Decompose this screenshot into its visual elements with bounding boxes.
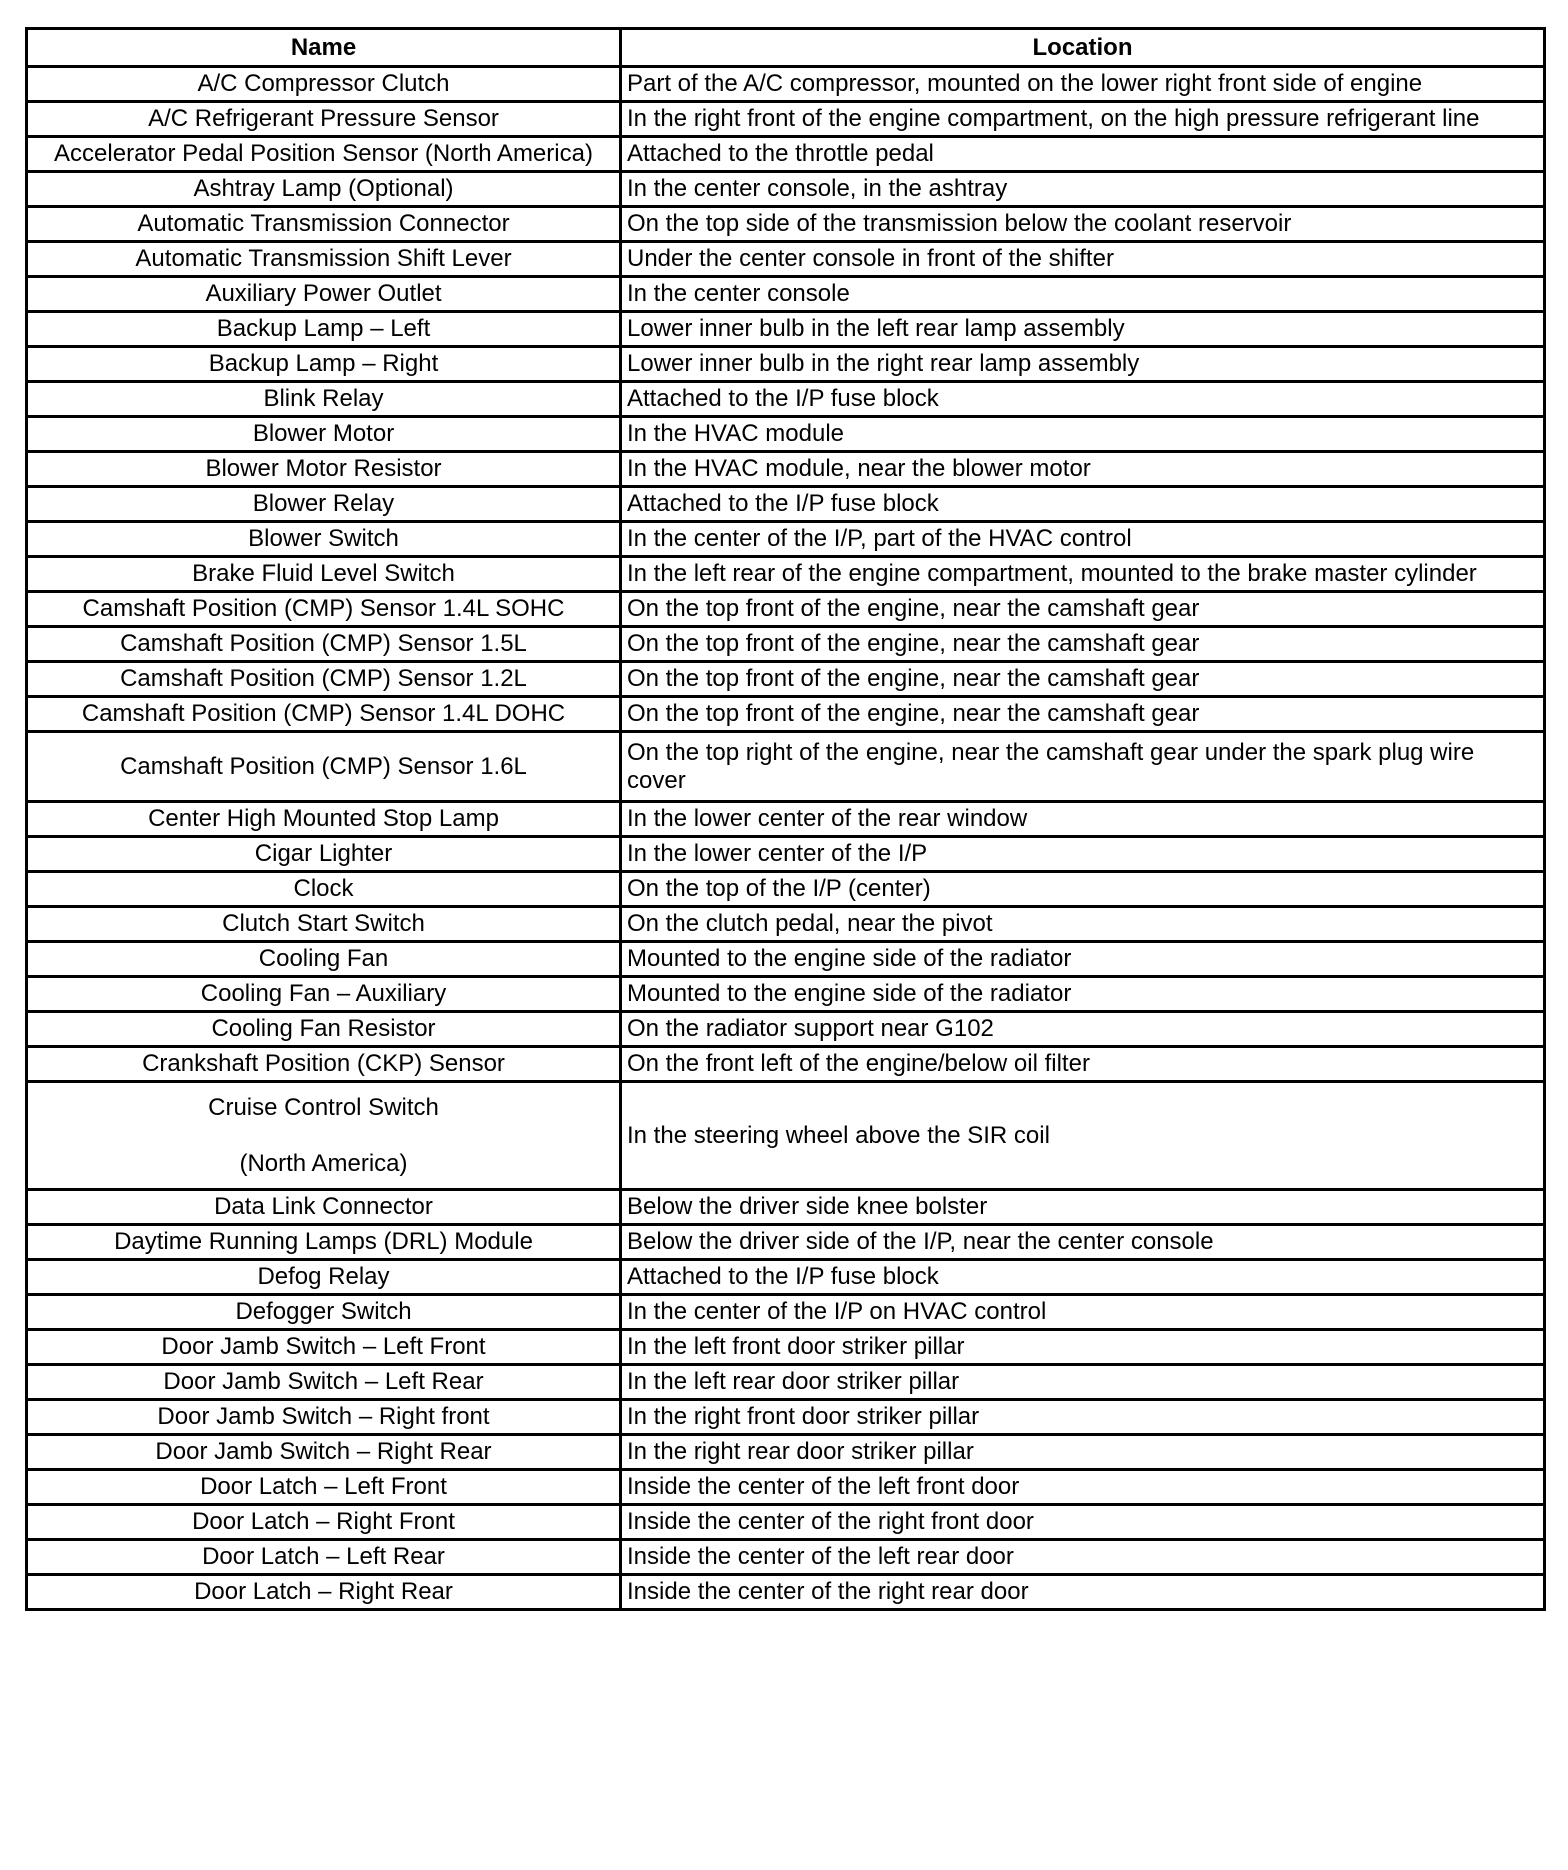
- table-row: [27, 487, 1545, 522]
- component-location: On the top right of the engine, near the camshaft gear under the spark plug wire cover: [621, 732, 1545, 802]
- table-row: [27, 1400, 1545, 1435]
- table-row: [27, 1260, 1545, 1295]
- table-row: [27, 1435, 1545, 1470]
- table-row: [27, 662, 1545, 697]
- component-name: Data Link Connector: [27, 1190, 621, 1225]
- component-location: Inside the center of the right front door: [621, 1505, 1545, 1540]
- component-location-sheet: [25, 27, 1543, 1611]
- name-spacer: [32, 1122, 615, 1150]
- component-name: Clock: [27, 872, 621, 907]
- table-row: [27, 347, 1545, 382]
- component-location: In the HVAC module, near the blower motor: [621, 452, 1545, 487]
- component-location: In the left rear door striker pillar: [621, 1365, 1545, 1400]
- component-location: Mounted to the engine side of the radiator: [621, 977, 1545, 1012]
- table-row: [27, 1047, 1545, 1082]
- table-row: [27, 627, 1545, 662]
- component-location: In the left rear of the engine compartment, mounted to the brake master cylinder: [621, 557, 1545, 592]
- component-name: Cooling Fan – Auxiliary: [27, 977, 621, 1012]
- component-name: Cooling Fan Resistor: [27, 1012, 621, 1047]
- component-name: Camshaft Position (CMP) Sensor 1.4L SOHC: [27, 592, 621, 627]
- component-name: Camshaft Position (CMP) Sensor 1.4L DOHC: [27, 697, 621, 732]
- component-location: In the right front of the engine compartment, on the high pressure refrigerant line: [621, 102, 1545, 137]
- component-location: Below the driver side knee bolster: [621, 1190, 1545, 1225]
- table-row: [27, 137, 1545, 172]
- table-row: [27, 977, 1545, 1012]
- table-row: [27, 452, 1545, 487]
- table-row: [27, 207, 1545, 242]
- component-name: Camshaft Position (CMP) Sensor 1.5L: [27, 627, 621, 662]
- component-location: Inside the center of the right rear door: [621, 1575, 1545, 1610]
- component-location: Under the center console in front of the shifter: [621, 242, 1545, 277]
- table-row: [27, 1575, 1545, 1610]
- table-row: [27, 1012, 1545, 1047]
- table-row: [27, 872, 1545, 907]
- component-name: Door Latch – Right Rear: [27, 1575, 621, 1610]
- component-name: Blower Motor Resistor: [27, 452, 621, 487]
- component-location: Attached to the throttle pedal: [621, 137, 1545, 172]
- component-location: On the front left of the engine/below oil filter: [621, 1047, 1545, 1082]
- table-row: [27, 557, 1545, 592]
- component-location: On the top front of the engine, near the camshaft gear: [621, 697, 1545, 732]
- component-name: Backup Lamp – Right: [27, 347, 621, 382]
- component-name: Brake Fluid Level Switch: [27, 557, 621, 592]
- component-name: A/C Refrigerant Pressure Sensor: [27, 102, 621, 137]
- component-name: Door Jamb Switch – Left Front: [27, 1330, 621, 1365]
- component-location: Attached to the I/P fuse block: [621, 1260, 1545, 1295]
- component-location: In the right rear door striker pillar: [621, 1435, 1545, 1470]
- component-location: Mounted to the engine side of the radiator: [621, 942, 1545, 977]
- component-name: Blower Relay: [27, 487, 621, 522]
- component-name: Door Jamb Switch – Right Rear: [27, 1435, 621, 1470]
- component-name: Center High Mounted Stop Lamp: [27, 802, 621, 837]
- table-row: [27, 67, 1545, 102]
- component-location: Lower inner bulb in the right rear lamp assembly: [621, 347, 1545, 382]
- component-name: Door Jamb Switch – Right front: [27, 1400, 621, 1435]
- component-name: Door Latch – Right Front: [27, 1505, 621, 1540]
- component-location: On the clutch pedal, near the pivot: [621, 907, 1545, 942]
- component-location: In the steering wheel above the SIR coil: [621, 1082, 1545, 1190]
- table-row: [27, 1225, 1545, 1260]
- component-location: Attached to the I/P fuse block: [621, 487, 1545, 522]
- column-header-location: Location: [621, 29, 1545, 67]
- table-row: [27, 1330, 1545, 1365]
- component-location: In the center console, in the ashtray: [621, 172, 1545, 207]
- component-name: Daytime Running Lamps (DRL) Module: [27, 1225, 621, 1260]
- table-row: [27, 312, 1545, 347]
- table-row: [27, 837, 1545, 872]
- component-location: Inside the center of the left front door: [621, 1470, 1545, 1505]
- component-name: Camshaft Position (CMP) Sensor 1.6L: [27, 732, 621, 802]
- table-row: [27, 1082, 1545, 1190]
- component-name: Blower Motor: [27, 417, 621, 452]
- component-name: Door Latch – Left Front: [27, 1470, 621, 1505]
- component-name: Cruise Control Switch: [208, 1093, 439, 1121]
- table-row: [27, 732, 1545, 802]
- table-header-row: [27, 29, 1545, 67]
- component-location: On the top front of the engine, near the camshaft gear: [621, 627, 1545, 662]
- component-location: In the right front door striker pillar: [621, 1400, 1545, 1435]
- table-row: [27, 102, 1545, 137]
- component-name: Blower Switch: [27, 522, 621, 557]
- table-row: [27, 1190, 1545, 1225]
- component-location: In the left front door striker pillar: [621, 1330, 1545, 1365]
- table-row: [27, 417, 1545, 452]
- component-location: On the top front of the engine, near the camshaft gear: [621, 662, 1545, 697]
- component-name: A/C Compressor Clutch: [27, 67, 621, 102]
- component-location: Inside the center of the left rear door: [621, 1540, 1545, 1575]
- column-header-name: Name: [27, 29, 621, 67]
- component-name: Defog Relay: [27, 1260, 621, 1295]
- component-name: Camshaft Position (CMP) Sensor 1.2L: [27, 662, 621, 697]
- component-name: Defogger Switch: [27, 1295, 621, 1330]
- component-location: In the lower center of the I/P: [621, 837, 1545, 872]
- component-location: In the lower center of the rear window: [621, 802, 1545, 837]
- component-location: In the HVAC module: [621, 417, 1545, 452]
- component-location: Attached to the I/P fuse block: [621, 382, 1545, 417]
- table-row: [27, 1365, 1545, 1400]
- component-name-cell: [27, 1082, 621, 1190]
- table-row: [27, 382, 1545, 417]
- component-name: Crankshaft Position (CKP) Sensor: [27, 1047, 621, 1082]
- table-row: [27, 277, 1545, 312]
- table-row: [27, 697, 1545, 732]
- component-location: In the center console: [621, 277, 1545, 312]
- component-location: Lower inner bulb in the left rear lamp assembly: [621, 312, 1545, 347]
- table-row: [27, 1295, 1545, 1330]
- table-row: [27, 172, 1545, 207]
- component-name: Door Latch – Left Rear: [27, 1540, 621, 1575]
- table-row: [27, 907, 1545, 942]
- component-location: On the top of the I/P (center): [621, 872, 1545, 907]
- component-name: Automatic Transmission Connector: [27, 207, 621, 242]
- component-location: In the center of the I/P, part of the HVAC control: [621, 522, 1545, 557]
- component-location: Part of the A/C compressor, mounted on the lower right front side of engine: [621, 67, 1545, 102]
- component-location: On the top side of the transmission below the coolant reservoir: [621, 207, 1545, 242]
- component-name: Blink Relay: [27, 382, 621, 417]
- table-row: [27, 1470, 1545, 1505]
- component-name: Auxiliary Power Outlet: [27, 277, 621, 312]
- component-name: Automatic Transmission Shift Lever: [27, 242, 621, 277]
- component-location: On the radiator support near G102: [621, 1012, 1545, 1047]
- component-name: Cooling Fan: [27, 942, 621, 977]
- component-location-table: [25, 27, 1546, 1611]
- table-row: [27, 1505, 1545, 1540]
- component-name: Cigar Lighter: [27, 837, 621, 872]
- component-name: Clutch Start Switch: [27, 907, 621, 942]
- table-row: [27, 1540, 1545, 1575]
- component-name: Ashtray Lamp (Optional): [27, 172, 621, 207]
- component-name-qualifier: (North America): [239, 1149, 408, 1177]
- component-location: In the center of the I/P on HVAC control: [621, 1295, 1545, 1330]
- table-row: [27, 242, 1545, 277]
- table-row: [27, 942, 1545, 977]
- component-name: Door Jamb Switch – Left Rear: [27, 1365, 621, 1400]
- component-name: Backup Lamp – Left: [27, 312, 621, 347]
- table-row: [27, 802, 1545, 837]
- component-location: Below the driver side of the I/P, near the center console: [621, 1225, 1545, 1260]
- component-name: Accelerator Pedal Position Sensor (North America): [27, 137, 621, 172]
- table-row: [27, 592, 1545, 627]
- table-row: [27, 522, 1545, 557]
- component-location: On the top front of the engine, near the camshaft gear: [621, 592, 1545, 627]
